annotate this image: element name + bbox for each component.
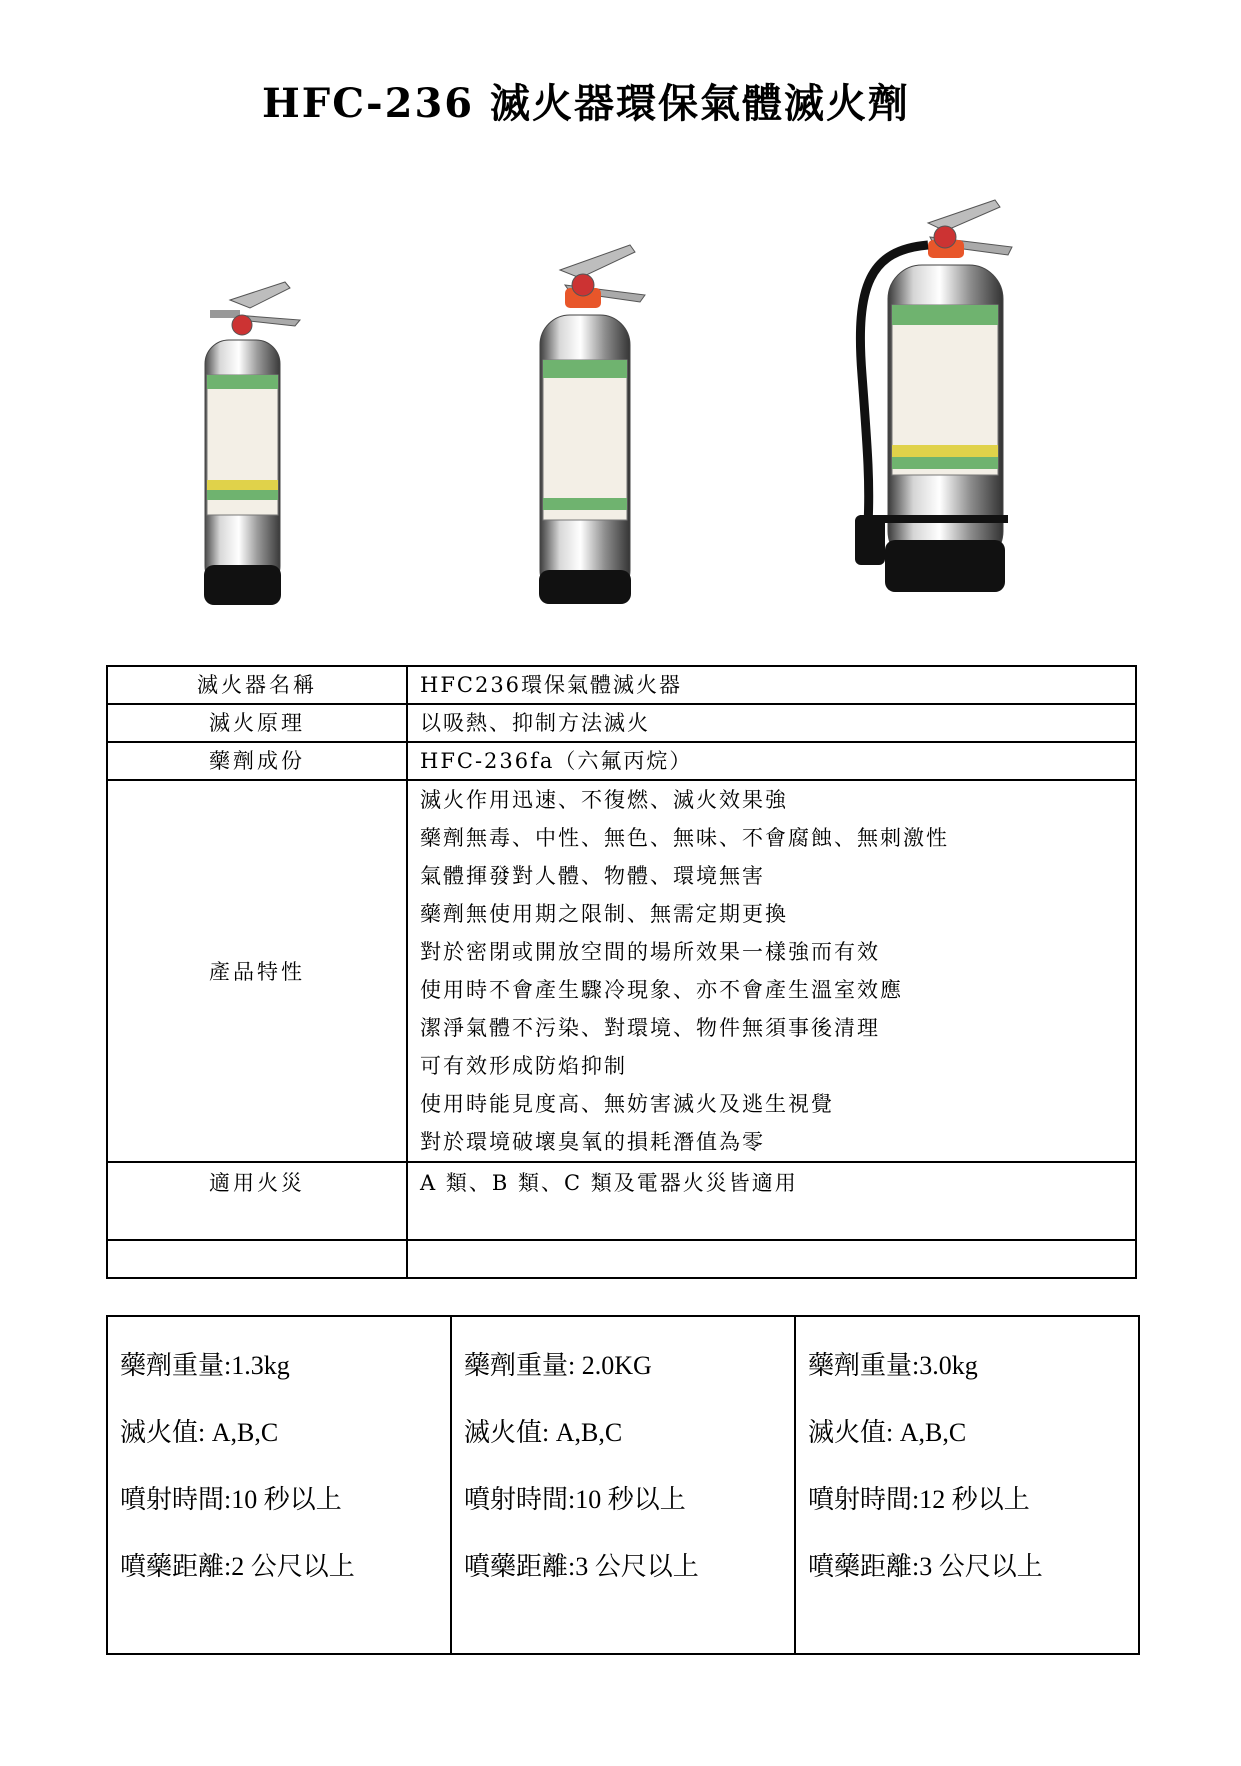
model-rating: 滅火值: A,B,C (808, 1418, 967, 1447)
model-spray-time: 噴射時間:12 秒以上 (808, 1485, 1030, 1514)
feature-item: 使用時不會產生驟冷現象、亦不會產生溫室效應 (420, 978, 903, 1002)
spec-principle-label: 滅火原理 (107, 704, 407, 742)
spec-features-list (407, 780, 1136, 1162)
model-card-2 (451, 1316, 795, 1654)
feature-item: 使用時能見度高、無妨害滅火及逃生視覺 (420, 1092, 834, 1116)
spec-fire-value: A 類、B 類、C 類及電器火災皆適用 (407, 1162, 1136, 1240)
extinguisher-large-image (830, 195, 1020, 615)
spec-row-name (107, 666, 1136, 704)
feature-item: 對於環境破壞臭氧的損耗潛值為零 (420, 1130, 765, 1154)
model-spray-distance: 噴藥距離:3 公尺以上 (464, 1552, 699, 1581)
spec-empty-cell (407, 1240, 1136, 1278)
model-spray-distance: 噴藥距離:2 公尺以上 (120, 1552, 355, 1581)
spec-row-features (107, 780, 1136, 1162)
feature-item: 對於密閉或開放空間的場所效果一樣強而有效 (420, 940, 880, 964)
extinguisher-small-image (190, 280, 310, 610)
spec-ingredient-label: 藥劑成份 (107, 742, 407, 780)
model-rating: 滅火值: A,B,C (464, 1418, 623, 1447)
model-weight: 藥劑重量:3.0kg (808, 1351, 978, 1380)
feature-item: 藥劑無毒、中性、無色、無味、不會腐蝕、無刺激性 (420, 826, 949, 850)
spec-row-ingredient (107, 742, 1136, 780)
feature-item: 潔淨氣體不污染、對環境、物件無須事後清理 (420, 1016, 880, 1040)
model-card-3 (795, 1316, 1139, 1654)
spec-table (106, 665, 1137, 1279)
spec-principle-value: 以吸熱、抑制方法滅火 (407, 704, 1136, 742)
spec-fire-label: 適用火災 (107, 1162, 407, 1240)
spec-ingredient-value: HFC-236fa（六氟丙烷） (407, 742, 1136, 780)
spec-name-value: HFC236環保氣體滅火器 (407, 666, 1136, 704)
spec-row-fire (107, 1162, 1136, 1240)
model-card-1 (107, 1316, 451, 1654)
model-spray-distance: 噴藥距離:3 公尺以上 (808, 1552, 1043, 1581)
product-photos (0, 190, 1241, 630)
spec-row-principle (107, 704, 1136, 742)
model-spray-time: 噴射時間:10 秒以上 (120, 1485, 342, 1514)
model-weight: 藥劑重量: 2.0KG (464, 1351, 652, 1380)
models-table (106, 1315, 1140, 1655)
page-title: HFC-236 滅火器環保氣體滅火劑 (262, 80, 911, 127)
model-spray-time: 噴射時間:10 秒以上 (464, 1485, 686, 1514)
feature-item: 氣體揮發對人體、物體、環境無害 (420, 864, 765, 888)
feature-item: 可有效形成防焰抑制 (420, 1054, 627, 1078)
spec-name-label: 滅火器名稱 (107, 666, 407, 704)
feature-item: 藥劑無使用期之限制、無需定期更換 (420, 902, 788, 926)
model-weight: 藥劑重量:1.3kg (120, 1351, 290, 1380)
spec-empty-cell (107, 1240, 407, 1278)
spec-features-label: 產品特性 (107, 780, 407, 1162)
feature-item: 滅火作用迅速、不復燃、滅火效果強 (420, 788, 788, 812)
extinguisher-medium-image (525, 240, 655, 610)
model-rating: 滅火值: A,B,C (120, 1418, 279, 1447)
spec-row-empty (107, 1240, 1136, 1278)
